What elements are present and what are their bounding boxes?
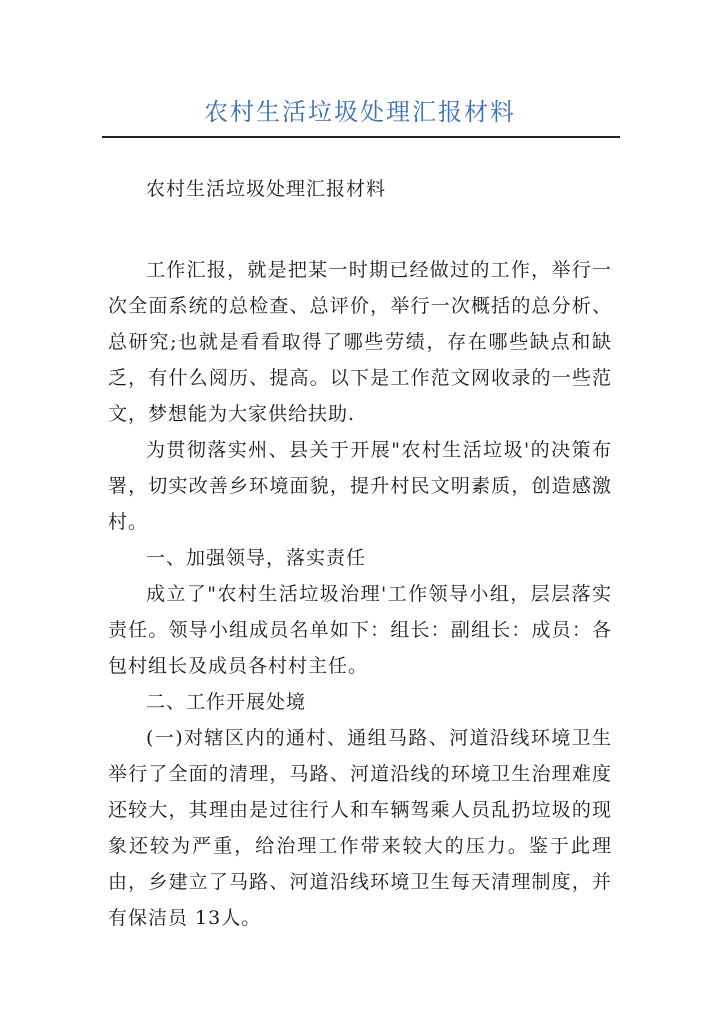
- paragraph-spacer: [108, 207, 612, 252]
- paragraph-purpose: 为贯彻落实州、县关于开展"农村生活垃圾'的决策布署，切实改善乡环境面貌，提升村民文明素质，创造感激村。: [108, 439, 612, 533]
- page-title: 农村生活垃圾处理汇报材料: [204, 98, 516, 126]
- title-divider: [102, 136, 620, 138]
- section-heading-1: 一、加强领导，落实责任: [146, 547, 367, 569]
- paragraph-leadership: 成立了"农村生活垃圾治理'工作领导小组，层层落实责任。领导小组成员名单如下：组长：副组长：成员：各包村组长及成员各村村主任。: [108, 583, 612, 677]
- section-heading-2: 二、工作开展处境: [146, 691, 307, 713]
- document-body: [108, 171, 612, 936]
- paragraph-cleanup: (一)对辖区内的通村、通组马路、河道沿线环境卫生举行了全面的清理，马路、河道沿线的环境卫生治理难度还较大，其理由是过往行人和车辆驾乘人员乱扔垃圾的现象还较为严重，给治理工作带来较大的压力。鉴于此理由，乡建立了马路、河道沿线环境卫生每天清理制度，并有保洁员 13人。: [108, 727, 612, 929]
- paragraph-intro: 工作汇报，就是把某一时期已经做过的工作，举行一次全面系统的总检查、总评价，举行一次概括的总分析、总研究;也就是看看取得了哪些劳绩，存在哪些缺点和缺乏，有什么阅历、提高。以下是工作范文网收录的一些范文，梦想能为大家供给扶助.: [108, 259, 612, 425]
- document-subtitle: 农村生活垃圾处理汇报材料: [146, 178, 387, 200]
